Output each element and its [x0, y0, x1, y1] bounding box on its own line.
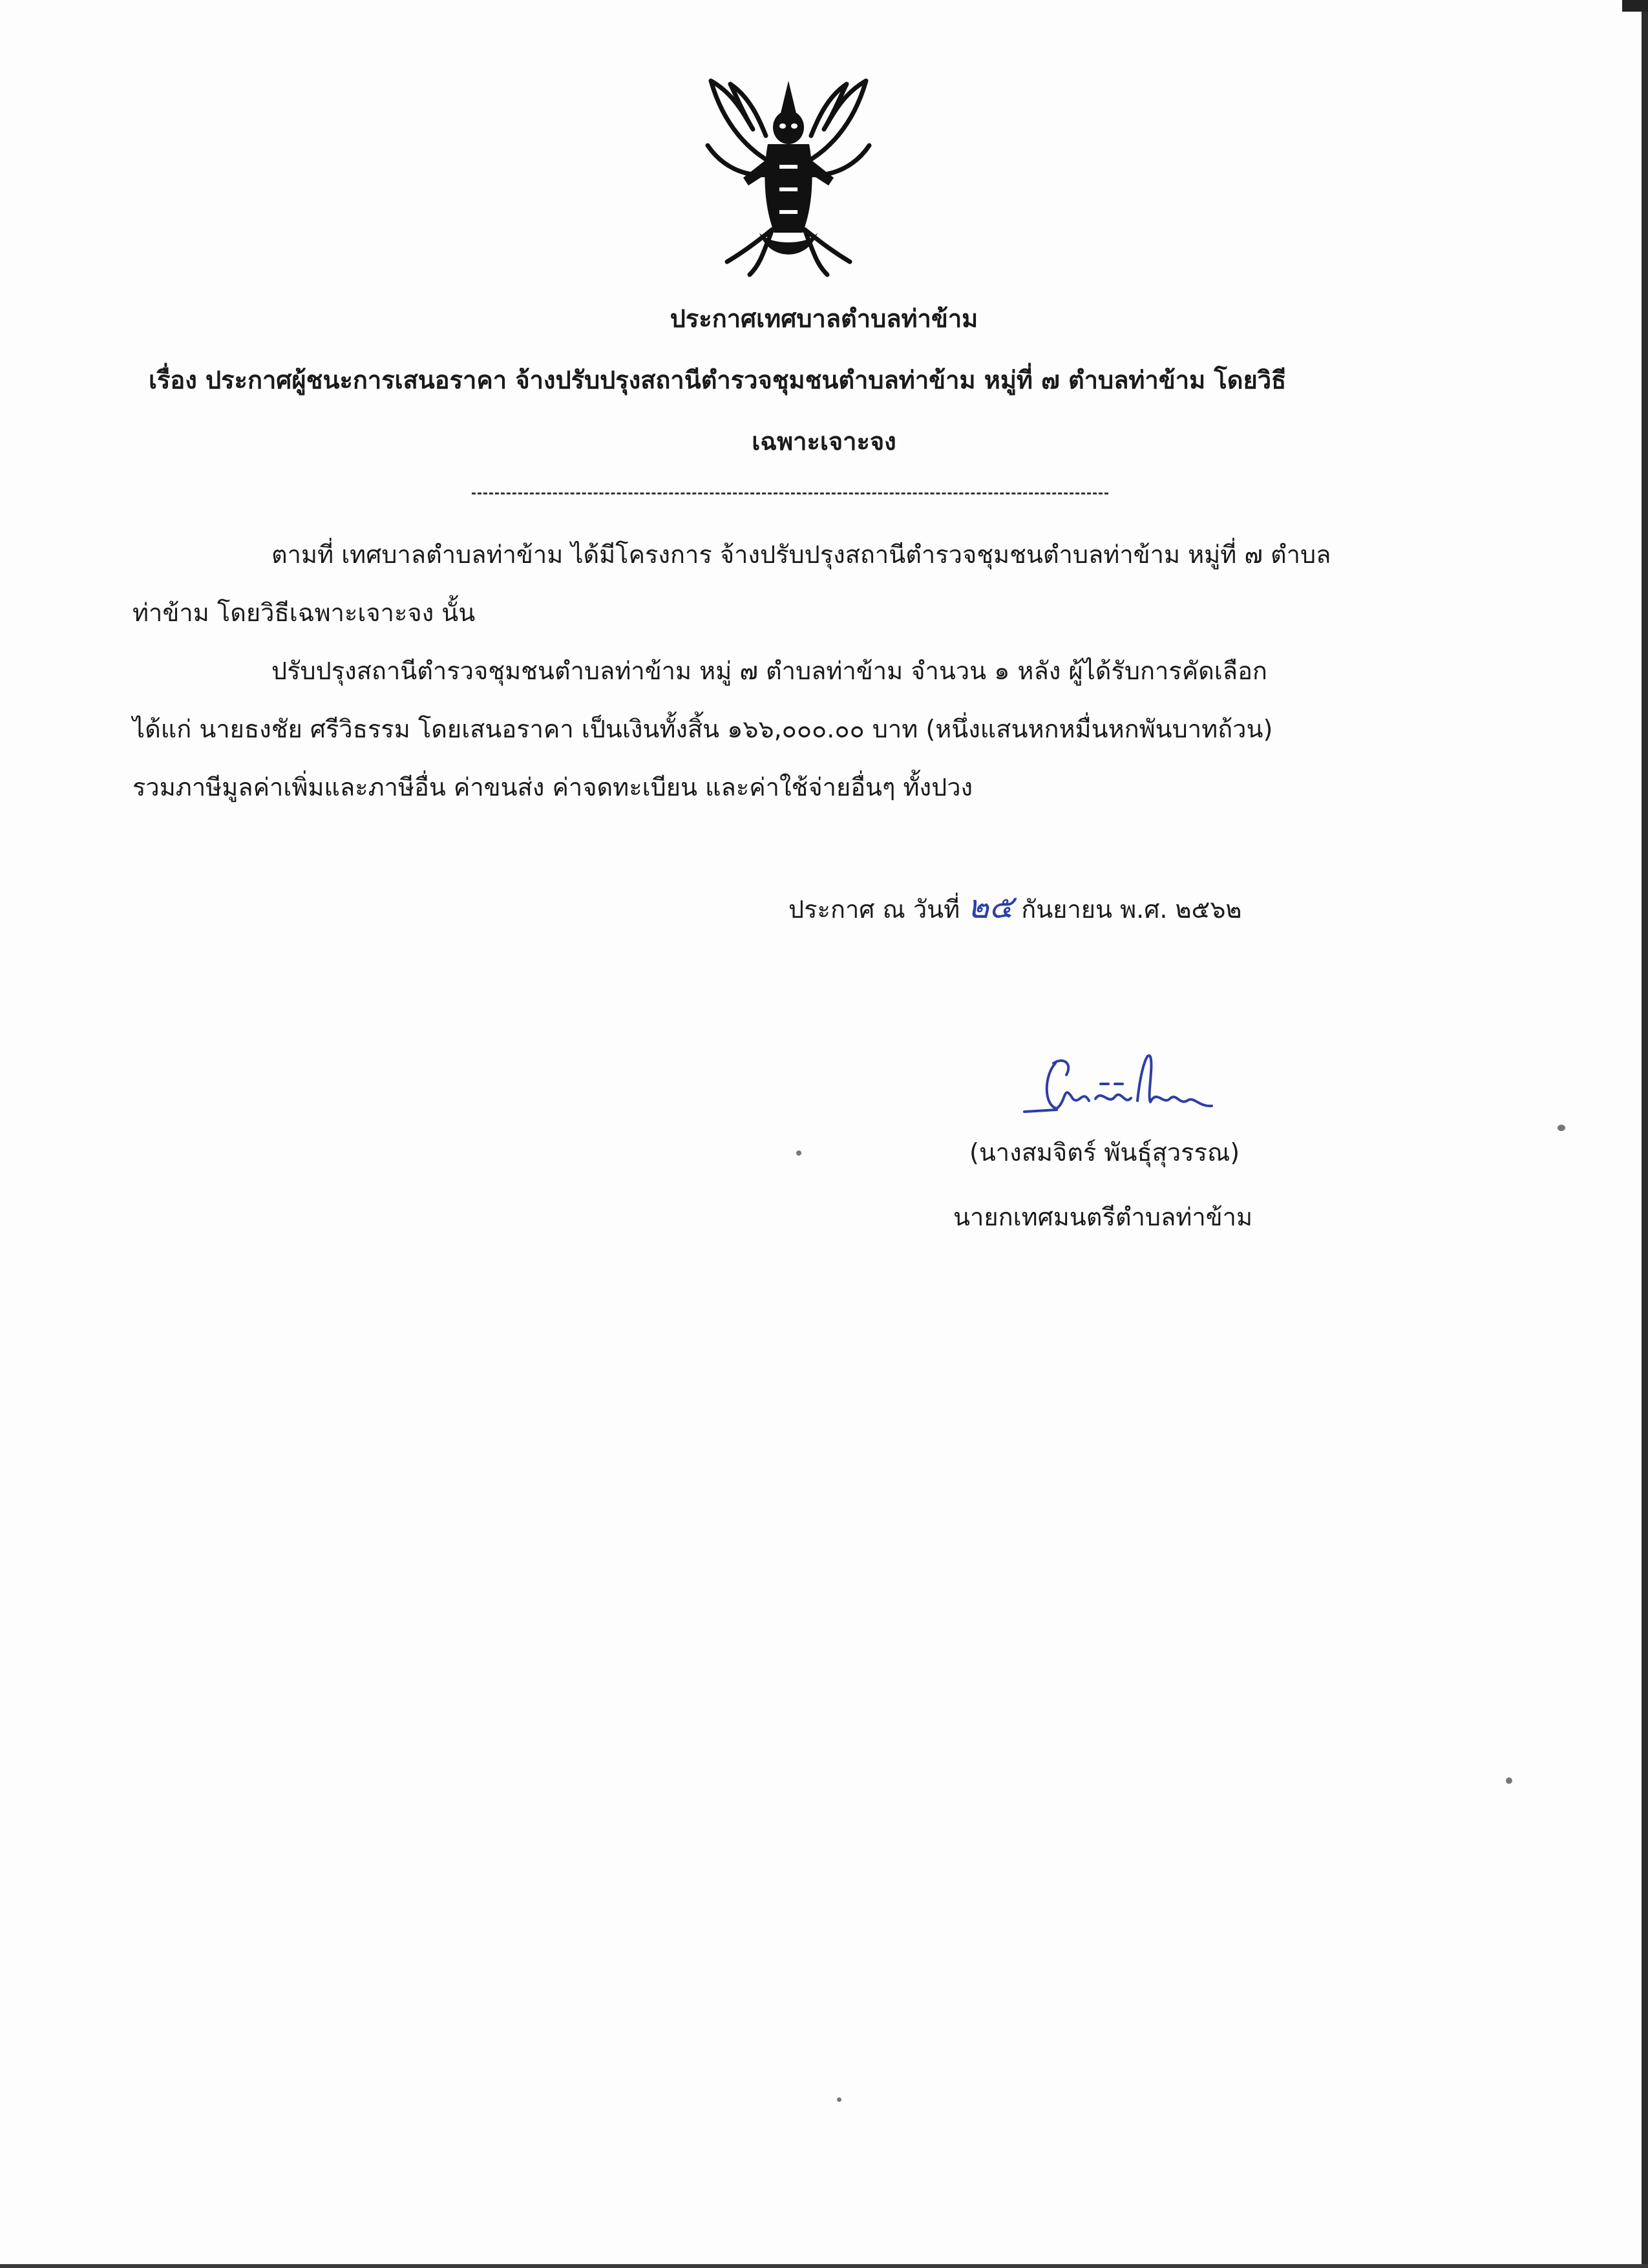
- signatory-position: นายกเทศมนตรีตำบลท่าข้าม: [953, 1203, 1253, 1231]
- announcement-date: [788, 889, 1241, 927]
- scan-edge-bottom: [0, 2264, 1648, 2268]
- scan-speck: [1506, 1777, 1512, 1784]
- paragraph-1-line-2: ท่าข้าม โดยวิธีเฉพาะเจาะจง นั้น: [132, 599, 476, 627]
- announcement-title: ประกาศเทศบาลตำบลท่าข้าม: [670, 304, 978, 333]
- garuda-emblem-icon: [698, 68, 879, 288]
- date-month-year: กันยายน พ.ศ. ๒๕๖๒: [1021, 895, 1242, 924]
- signature-image: [1018, 1044, 1218, 1125]
- subject-line-2: เฉพาะเจาะจง: [752, 427, 896, 456]
- scan-edge-right: [1642, 0, 1648, 2268]
- scan-edge-corner: [1622, 0, 1648, 12]
- date-prefix: ประกาศ ณ วันที่: [788, 895, 960, 924]
- scan-speck: [796, 1150, 801, 1156]
- scan-speck: [1558, 1125, 1565, 1131]
- paragraph-2-line-2: ได้แก่ นายธงชัย ศรีวิธรรม โดยเสนอราคา เป็นเงินทั้งสิ้น ๑๖๖,๐๐๐.๐๐ บาท (หนึ่งแสนหกหมื่นหกพันบาทถ้วน): [132, 715, 1273, 743]
- scan-speck: [837, 2097, 841, 2102]
- separator-rule: [472, 493, 1108, 494]
- date-day-handwritten: ๒๕: [967, 888, 1014, 926]
- subject-line-1: เรื่อง ประกาศผู้ชนะการเสนอราคา จ้างปรับปรุงสถานีตำรวจชุมชนตำบลท่าข้าม หมู่ที่ ๗ ตำบลท่าข้าม โดยวิธี: [149, 366, 1287, 394]
- paragraph-2-line-3: รวมภาษีมูลค่าเพิ่มและภาษีอื่น ค่าขนส่ง ค่าจดทะเบียน และค่าใช้จ่ายอื่นๆ ทั้งปวง: [132, 773, 973, 801]
- paragraph-1-line-1: ตามที่ เทศบาลตำบลท่าข้าม ได้มีโครงการ จ้างปรับปรุงสถานีตำรวจชุมชนตำบลท่าข้าม หมู่ที่ ๗ ตำบล: [271, 540, 1331, 569]
- signatory-name: (นางสมจิตร์ พันธุ์สุวรรณ): [969, 1138, 1240, 1167]
- paragraph-2-line-1: ปรับปรุงสถานีตำรวจชุมชนตำบลท่าข้าม หมู่ ๗ ตำบลท่าข้าม จำนวน ๑ หลัง ผู้ได้รับการคัดเลือก: [271, 657, 1267, 685]
